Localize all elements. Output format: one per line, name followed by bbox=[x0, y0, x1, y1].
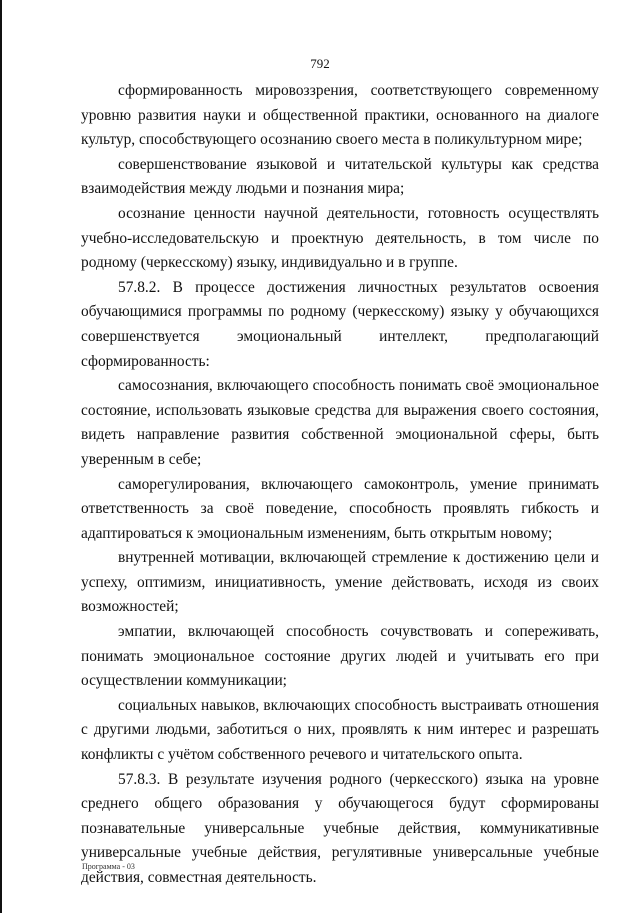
footer-program-label: Программа - 03 bbox=[82, 862, 135, 871]
paragraph: самосознания, включающего способность понимать своё эмоциональное состояние, использовать языковые средства для выражения своего состояния, видеть направление развития собственной эмоциональной сферы, быть уверенным в себе; bbox=[81, 377, 599, 468]
body-text bbox=[81, 79, 599, 891]
paragraph: сформированность мировоззрения, соответствующего современному уровню развития науки и общественной практики, основанного на диалоге культур, способствующего осознанию своего места в поликультурном мире; bbox=[81, 82, 599, 149]
paragraph: осознание ценности научной деятельности, готовность осуществлять учебно-исследовательскую и проектную деятельность, в том числе по родному (черкесскому) языку, индивидуально и в группе. bbox=[81, 204, 599, 272]
paragraph: совершенствование языковой и читательской культуры как средства взаимодействия между людьми и познания мира; bbox=[81, 155, 599, 198]
paragraph: 57.8.2. В процессе достижения личностных результатов освоения обучающимися программы по родному (черкесскому) языку у обучающихся совершенствуется эмоциональный интеллект, предполагающий сформированность: bbox=[81, 278, 599, 370]
paragraph: внутренней мотивации, включающей стремление к достижению цели и успеху, оптимизм, инициативность, умение действовать, исходя из своих возможностей; bbox=[81, 549, 599, 616]
paragraph: эмпатии, включающей способность сочувствовать и сопереживать, понимать эмоциональное состояние других людей и учитывать его при осуществлении коммуникации; bbox=[81, 623, 599, 690]
paragraph: 57.8.3. В результате изучения родного (черкесского) языка на уровне среднего общего образования у обучающегося будут сформированы познавательные универсальные учебные действия, коммуникативные универсальные учебные действия, регулятивные универсальные учебные действия, совместная деятельность. bbox=[81, 770, 599, 886]
paragraph: социальных навыков, включающих способность выстраивать отношения с другими людьми, заботиться о них, проявлять к ним интерес и разрешать конфликты с учётом собственного речевого и читательского опыта. bbox=[81, 696, 599, 764]
scan-edge bbox=[0, 0, 8, 913]
page-number: 792 bbox=[310, 56, 330, 71]
paragraph: саморегулирования, включающего самоконтроль, умение принимать ответственность за своё поведение, способность проявлять гибкость и адаптироваться к эмоциональным изменениям, быть открытым новому; bbox=[81, 475, 599, 542]
